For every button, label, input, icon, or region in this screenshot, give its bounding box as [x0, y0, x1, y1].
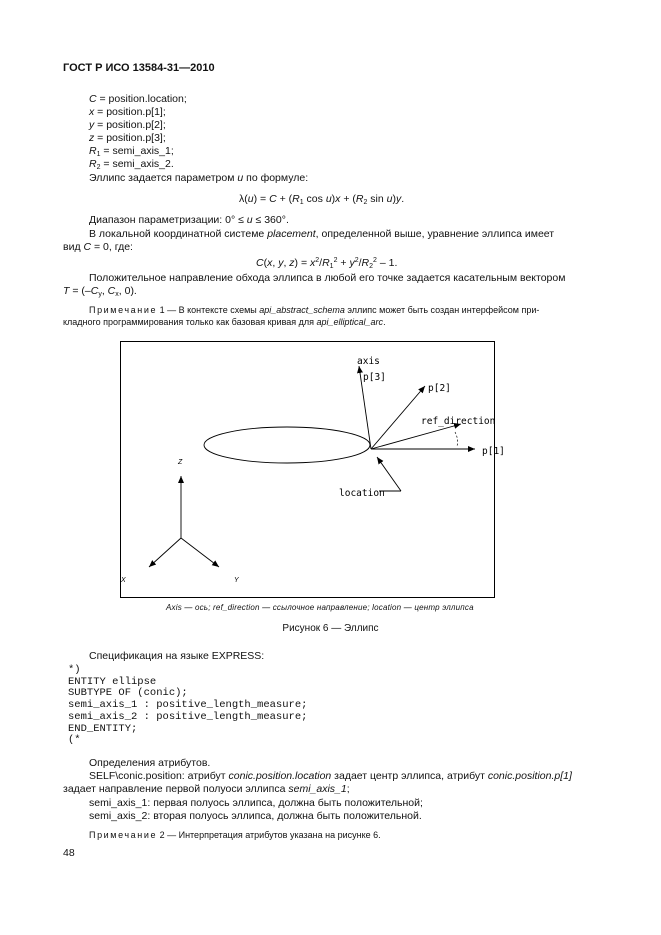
attrs-semi-axis-1: semi_axis_1: первая полуось эллипса, должна быть положительной;: [89, 797, 423, 809]
express-code: [68, 665, 307, 747]
f2-y2: y: [349, 257, 355, 269]
code-line: ENTITY ellipse: [68, 675, 157, 688]
parameter-text: Эллипс задается параметром: [89, 172, 238, 184]
figure-legend: Axis — ось; ref_direction — ссылочное направление; location — центр эллипса: [166, 603, 474, 612]
tangent-C1: C: [90, 285, 99, 297]
ellipse-shape: [204, 427, 370, 463]
f2-c1: ,: [272, 257, 279, 269]
label-p3: p[3]: [363, 372, 386, 383]
def-r1-index: 1: [96, 151, 101, 158]
local-d: = 0, где:: [91, 241, 133, 253]
note-1-a: 1 — В контексте схемы: [157, 305, 260, 315]
tangent-T: T: [63, 285, 70, 297]
f1-cos: cos: [303, 193, 326, 205]
tangent-sy: y: [98, 291, 102, 298]
figure-caption: Рисунок 6 — Эллипс: [282, 623, 379, 634]
note-1-label: Примечание: [89, 305, 158, 315]
f1-e: + (: [340, 193, 356, 205]
label-axis: axis: [357, 356, 380, 367]
f1-y: y: [395, 193, 402, 205]
f1-u3: u: [386, 193, 393, 205]
attrs-self-b: задает центр эллипса, атрибут: [331, 770, 488, 782]
label-ref-direction: ref_direction: [421, 416, 496, 427]
local-C: C: [83, 241, 92, 253]
note-1-line2: [63, 316, 386, 328]
def-c-value: = position.location;: [96, 93, 187, 105]
f2-slash1: /: [319, 257, 323, 269]
x-axis: [149, 538, 181, 567]
code-line: SUBTYPE OF (conic);: [68, 687, 188, 700]
f2-R1: R: [322, 257, 330, 269]
f1-u1: u: [247, 193, 254, 205]
f2-close: ) =: [294, 257, 310, 269]
f2-z: z: [289, 257, 295, 269]
f2-tail: – 1.: [376, 257, 398, 269]
local-a: В локальной координатной системе: [89, 228, 268, 240]
def-y: [89, 119, 166, 132]
label-p1: p[1]: [482, 446, 505, 457]
f1-R1: R: [292, 193, 300, 205]
attrs-semi-axis-2: semi_axis_2: вторая полуось эллипса, должна быть положительной.: [89, 810, 422, 822]
def-x: [89, 106, 166, 119]
tangent-close: , 0).: [118, 285, 137, 297]
def-y-value: = position.p[2];: [94, 119, 166, 131]
f1-x: x: [335, 193, 341, 205]
p2-vector: [371, 386, 425, 449]
tangent-eq: = (–: [69, 285, 91, 297]
f2-sq4: 2: [373, 257, 377, 264]
figure-ellipse: [120, 341, 505, 598]
attrs-self-loc: conic.position.location: [228, 770, 332, 782]
parameter-var: u: [237, 172, 244, 184]
label-p2: p[2]: [428, 383, 451, 394]
f2-slash2: /: [358, 257, 362, 269]
parameter-paragraph: [89, 172, 308, 185]
ref-direction-vector: [371, 424, 461, 449]
f2-c2: ,: [283, 257, 290, 269]
tangent-line1: Положительное направление обхода эллипса в любой его точке задается касательным вектором: [89, 272, 566, 284]
code-line: semi_axis_1 : positive_length_measure;: [68, 699, 308, 712]
f1-d: ): [331, 193, 336, 205]
label-z: Z: [178, 459, 183, 466]
def-z-symbol: z: [89, 132, 95, 144]
page-number: 48: [63, 847, 75, 859]
range-u: u: [246, 214, 253, 226]
f1-a: ) =: [253, 193, 270, 205]
note-2-label: Примечание: [89, 830, 158, 840]
attrs-self-line1: [89, 770, 572, 783]
def-x-symbol: x: [89, 106, 95, 118]
tangent-comma: ,: [101, 285, 108, 297]
location-leader: [377, 457, 401, 491]
f2-sq3: 2: [354, 257, 359, 264]
f2-x: x: [267, 257, 273, 269]
f2-s1: 1: [329, 263, 334, 270]
f1-g: ): [392, 193, 396, 205]
attrs-line2-a: задает направление первой полуоси эллипса: [63, 783, 289, 795]
f1-s2: 2: [363, 199, 368, 206]
code-line: *): [68, 664, 81, 676]
label-x: X: [121, 577, 126, 584]
ellipse-diagram: [121, 342, 505, 599]
attrs-line2-sa: semi_axis_1: [288, 783, 347, 795]
f2-sq1: 2: [315, 257, 320, 264]
f2-s2: 2: [369, 263, 374, 270]
angle-arc: [455, 432, 458, 446]
local-placement: placement: [267, 228, 316, 240]
f1-b: + (: [276, 193, 293, 205]
note-1-schema: api_abstract_schema: [259, 305, 345, 315]
attrs-self-a: SELF\conic.position: атрибут: [89, 770, 229, 782]
note-1-b: эллипс может быть создан интерфейсом при-: [344, 305, 540, 315]
note-2: [89, 829, 381, 841]
attrs-self-line2: [63, 783, 350, 796]
formula-lambda: [239, 193, 404, 209]
f2-plus: +: [337, 257, 350, 269]
express-intro: Спецификация на языке EXPRESS:: [89, 650, 265, 662]
f1-lam: λ(: [239, 193, 248, 205]
code-line: END_ENTITY;: [68, 722, 138, 735]
def-c-symbol: C: [89, 93, 97, 105]
y-axis: [181, 538, 219, 567]
note-1-line1: [89, 304, 539, 316]
local-system-line2: [63, 241, 133, 254]
document-header: ГОСТ Р ИСО 13584-31—2010: [63, 62, 215, 74]
code-line: semi_axis_2 : positive_length_measure;: [68, 710, 308, 723]
f1-R2: R: [355, 193, 364, 205]
note-1-arc: api_elliptical_arc: [316, 317, 384, 327]
range-paragraph: [89, 214, 289, 227]
f2-sq2: 2: [333, 257, 338, 264]
f2-R2: R: [361, 257, 370, 269]
range-a: Диапазон параметризации: 0° ≤: [89, 214, 247, 226]
code-line: (*: [68, 734, 81, 747]
f1-h: .: [401, 193, 405, 205]
label-location: location: [339, 488, 385, 499]
def-r1-value: = semi_axis_1;: [100, 145, 174, 157]
def-r2-value: = semi_axis_2.: [100, 158, 174, 170]
def-z-value: = position.p[3];: [94, 132, 166, 144]
f1-s1: 1: [299, 199, 304, 206]
note-1-c: кладного программирования только как базовая кривая для: [63, 317, 317, 327]
note-1-d: .: [383, 317, 386, 327]
def-r2-index: 2: [96, 164, 101, 171]
f2-C: C: [256, 257, 264, 269]
f1-C: C: [269, 193, 277, 205]
local-system-line1: [89, 228, 554, 241]
attrs-self-p1: conic.position.p[1]: [487, 770, 572, 782]
def-c: [89, 93, 187, 106]
note-2-text: 2 — Интерпретация атрибутов указана на рисунке 6.: [157, 830, 381, 840]
tangent-C2: C: [107, 285, 116, 297]
tangent-sx: x: [115, 291, 119, 298]
range-b: ≤ 360°.: [252, 214, 289, 226]
def-r1-symbol: R: [89, 145, 97, 157]
def-z: [89, 132, 166, 145]
formula-ellipse: [256, 254, 397, 273]
f1-u2: u: [325, 193, 332, 205]
f1-sin: sin: [367, 193, 387, 205]
f2-open: (: [263, 257, 268, 269]
local-c: вид: [63, 241, 84, 253]
attrs-line2-b: ;: [346, 783, 350, 795]
f2-y: y: [278, 257, 284, 269]
def-x-value: = position.p[1];: [94, 106, 166, 118]
f2-x2: x: [310, 257, 316, 269]
parameter-tail: по формуле:: [243, 172, 309, 184]
def-r2-symbol: R: [89, 158, 97, 170]
attrs-heading: Определения атрибутов.: [89, 757, 211, 769]
label-y: Y: [234, 577, 239, 584]
local-b: , определенной выше, уравнение эллипса имеет: [315, 228, 555, 240]
def-y-symbol: y: [89, 119, 95, 131]
tangent-line2: [63, 285, 137, 301]
